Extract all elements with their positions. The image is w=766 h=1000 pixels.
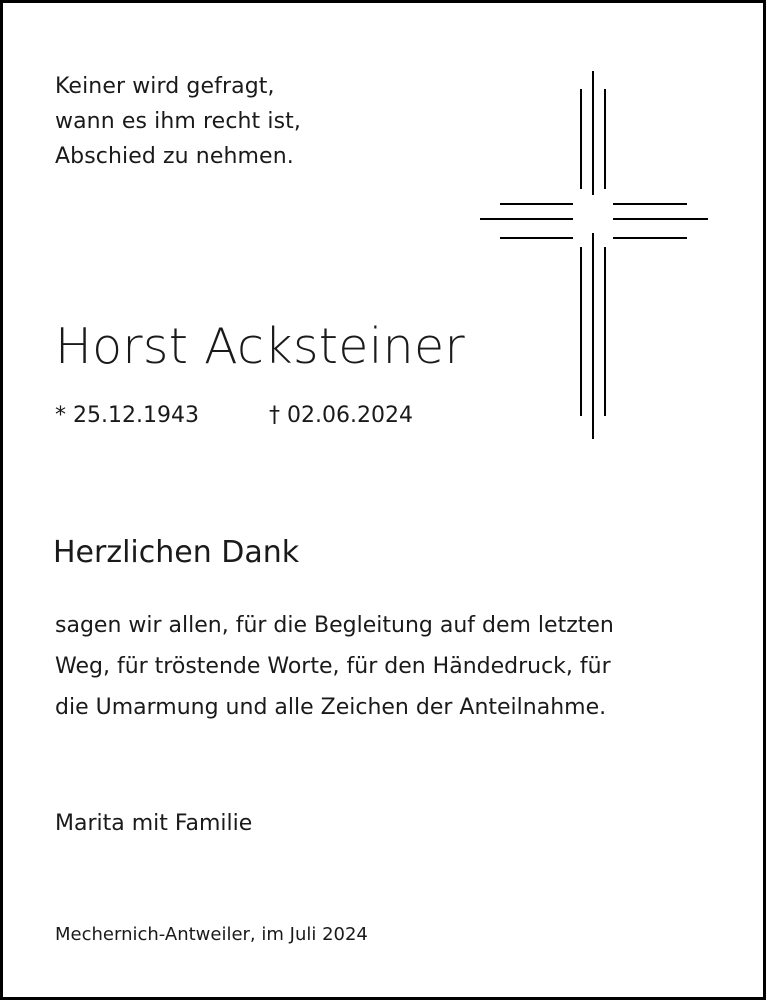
- thanks-line: Weg, für tröstende Worte, für den Händedruck, für: [55, 654, 611, 679]
- thanks-line: sagen wir allen, für die Begleitung auf dem letzten: [55, 613, 614, 638]
- birth-date: * 25.12.1943: [55, 403, 199, 428]
- place-date: Mechernich-Antweiler, im Juli 2024: [55, 924, 368, 945]
- poem-line: wann es ihm recht ist,: [55, 109, 301, 134]
- poem-line: Keiner wird gefragt,: [55, 74, 275, 99]
- poem-line: Abschied zu nehmen.: [55, 144, 294, 169]
- thanks-line: die Umarmung und alle Zeichen der Anteilnahme.: [55, 695, 607, 720]
- death-date: † 02.06.2024: [269, 403, 413, 428]
- thanks-heading: Herzlichen Dank: [53, 535, 300, 570]
- thanks-text: [55, 605, 614, 728]
- cross-icon: [478, 71, 710, 439]
- poem: [55, 69, 301, 174]
- deceased-name: Horst Acksteiner: [55, 318, 465, 375]
- signature: Marita mit Familie: [55, 811, 253, 836]
